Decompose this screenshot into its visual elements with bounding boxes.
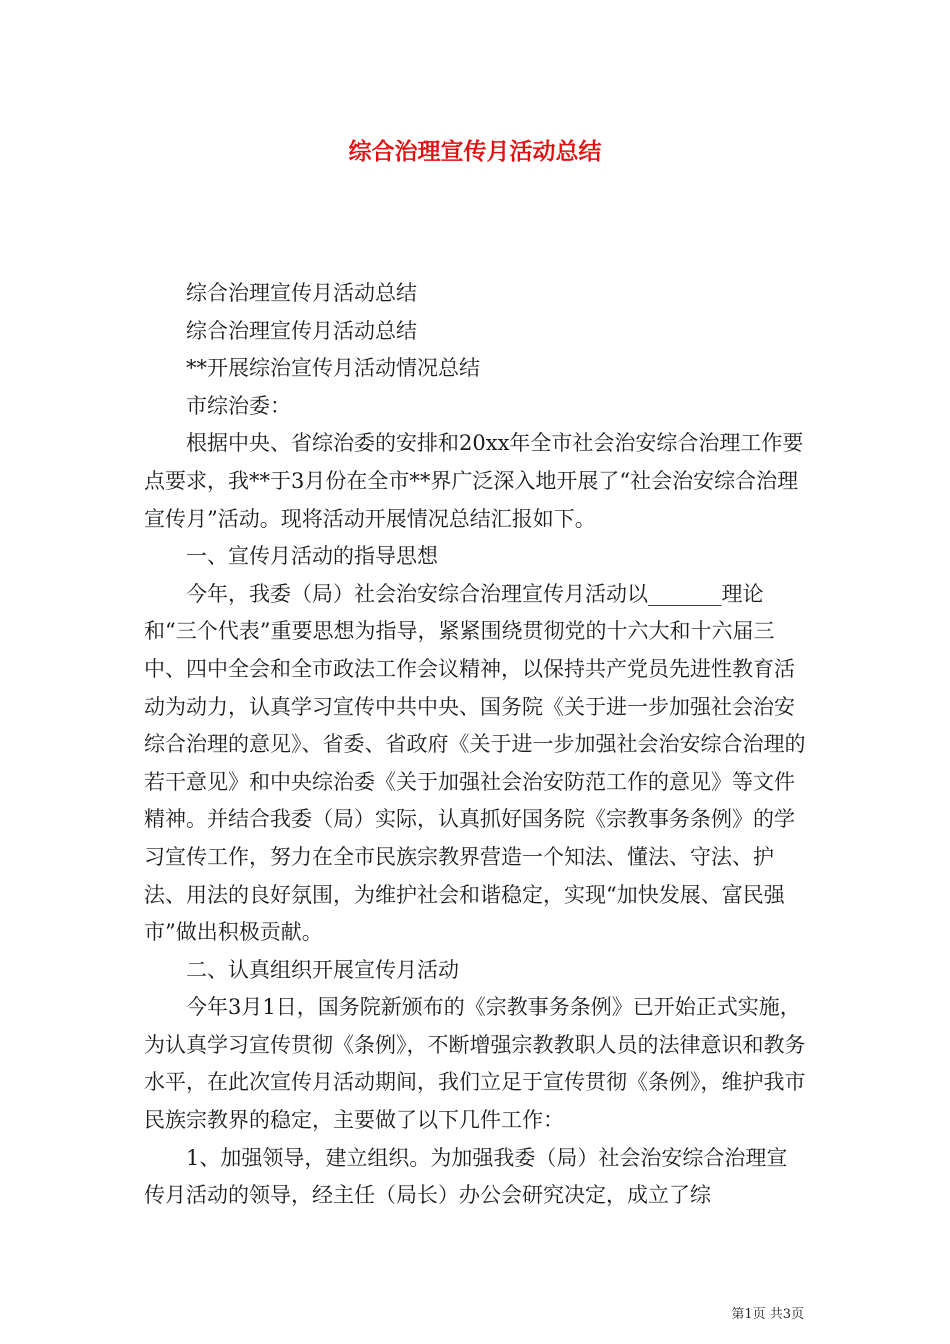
paragraph: 综合治理宣传月活动总结: [186, 318, 417, 343]
paragraph: 综合治理宣传月活动总结: [186, 281, 417, 305]
section-heading: 一、宣传月活动的指导思想: [186, 544, 438, 569]
document-title: 综合治理宣传月活动总结: [348, 138, 602, 165]
paragraph: 今年，我委（局）社会治安综合治理宣传月活动以_______理论和“三个代表”重要思想为指导，紧紧围绕贯彻党的十六大和十六届三中、四中全会和全市政法工作会议精神，以保持共产党员先进性教育活动为动力，认真学习宣传中共中央、国务院《关于进一步加强社会治安综合治理的意见》、省委、省政府《关于进一步加强社会治安综合治理的若干意见》和中央综治委《关于加强社会治安防范工作的意见》等文件精神。并结合我委（局）实际，认真抓好国务院《宗教事务条例》的学习宣传工作，努力在全市民族宗教界营造一个知法、懂法、守法、护法、用法的良好氛围，为维护社会和谐稳定，实现“加快发展、富民强市”做出积极贡献。: [144, 581, 806, 945]
page-number-footer: 第1页 共3页: [731, 1307, 804, 1322]
paragraph: 市综治委：: [186, 393, 291, 418]
section-heading: 二、认真组织开展宣传月活动: [186, 957, 459, 982]
paragraph: 今年3月1日，国务院新颁布的《宗教事务条例》已开始正式实施，为认真学习宣传贯彻《条例》，不断增强宗教教职人员的法律意识和教务水平，在此次宣传月活动期间，我们立足于宣传贯彻《条例》，维护我市民族宗教界的稳定，主要做了以下几件工作：: [144, 995, 806, 1133]
document-body: [144, 275, 808, 1215]
paragraph: 1、加强领导，建立组织。为加强我委（局）社会治安综合治理宣传月活动的领导，经主任（局长）办公会研究决定，成立了综: [144, 1145, 788, 1208]
paragraph: **开展综治宣传月活动情况总结: [186, 356, 480, 381]
paragraph: 根据中央、省综治委的安排和20xx年全市社会治安综合治理工作要点要求，我**于3月份在全市**界广泛深入地开展了“社会治安综合治理宣传月”活动。现将活动开展情况总结汇报如下。: [144, 431, 804, 531]
